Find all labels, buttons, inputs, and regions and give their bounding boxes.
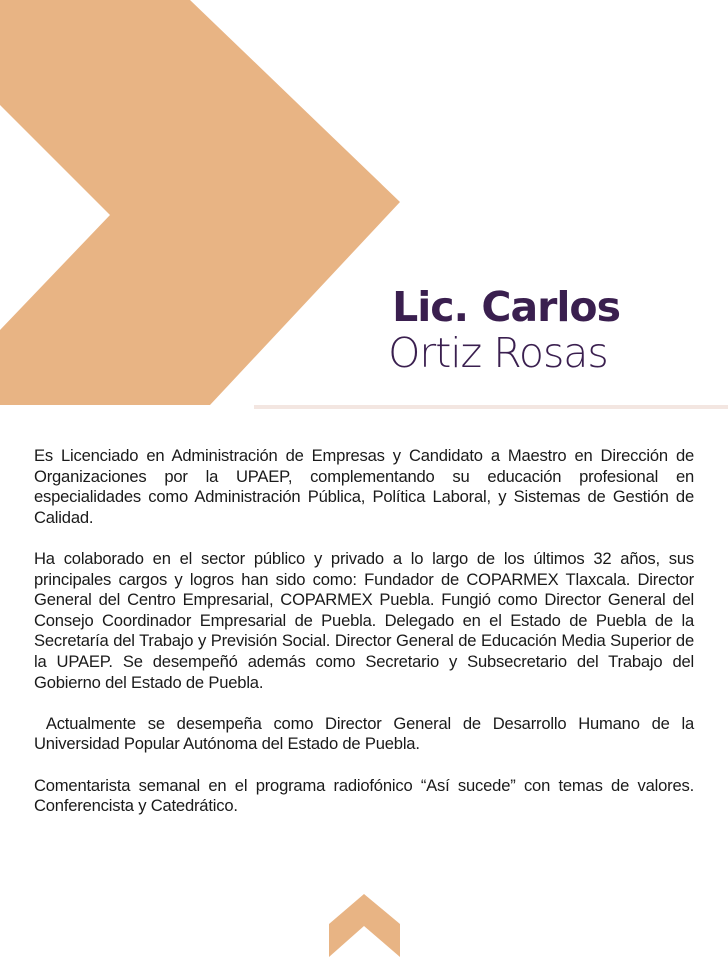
name-heading — [388, 282, 620, 377]
bio-paragraph-4: Comentarista semanal en el programa radiofónico “Así sucede” con temas de valores. Conferencista y Catedrático. — [34, 775, 694, 816]
biography-text — [34, 446, 699, 837]
name-first-line: Lic. Carlos — [392, 283, 620, 331]
bio-paragraph-3: Actualmente se desempeña como Director General de Desarrollo Humano de la Universidad Popular Autónoma del Estado de Puebla. — [34, 713, 699, 754]
bio-paragraph-1: Es Licenciado en Administración de Empresas y Candidato a Maestro en Dirección de Organizaciones por la UPAEP, complementando su educación profesional en especialidades como Administración Pública, Política Laboral, y Sistemas de Gestión de Calidad. — [34, 446, 694, 527]
name-second-line: Ortiz Rosas — [388, 329, 608, 377]
small-chevron-shape — [329, 894, 400, 957]
bio-paragraph-2: Ha colaborado en el sector público y privado a lo largo de los últimos 32 años, sus principales cargos y logros han sido como: Fundador de COPARMEX Tlaxcala. Director General del Centro Empresarial, COPARMEX Puebla. Fungió como Director General del Consejo Coordinador Empresarial de Puebla. Delegado en el Estado de Puebla de la Secretaría del Trabajo y Previsión Social. Director General de Educación Media Superior de la UPAEP. Se desempeñó además como Secretario y Subsecretario del Trabajo del Gobierno del Estado de Puebla. — [34, 548, 694, 692]
divider-line — [254, 405, 728, 409]
large-chevron-shape — [0, 0, 400, 405]
